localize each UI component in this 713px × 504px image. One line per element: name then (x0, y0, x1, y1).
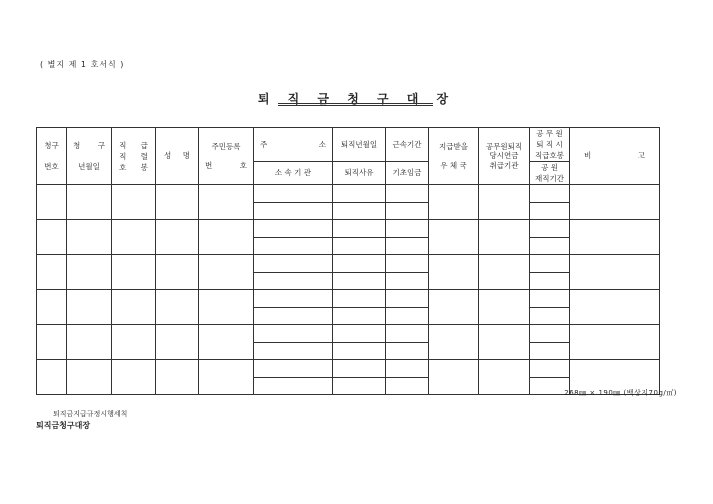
entry-cell[interactable] (67, 360, 112, 395)
table-row (37, 220, 660, 238)
entry-cell[interactable] (429, 290, 479, 325)
entry-cell[interactable] (37, 255, 67, 290)
entry-cell[interactable] (112, 255, 156, 290)
header-claim-date: 청 구 년월일 (67, 128, 112, 185)
entry-cell-upper[interactable] (530, 220, 570, 238)
entry-cell-lower[interactable] (386, 308, 429, 325)
document-name: 퇴직금청구대장 (36, 421, 91, 430)
entry-cell[interactable] (479, 360, 530, 395)
header-remarks: 비 고 (570, 128, 660, 185)
entry-cell[interactable] (156, 325, 199, 360)
header-grade-series-step: 직 직 호 급 렬 봉 (112, 128, 156, 185)
table-row (37, 185, 660, 203)
entry-cell-lower[interactable] (254, 273, 333, 290)
entry-cell-lower[interactable] (333, 238, 386, 255)
entry-cell[interactable] (199, 185, 254, 220)
entry-cell[interactable] (67, 255, 112, 290)
entry-cell[interactable] (479, 220, 530, 255)
entry-cell-lower[interactable] (254, 343, 333, 360)
entry-cell[interactable] (37, 220, 67, 255)
entry-cell-upper[interactable] (333, 185, 386, 203)
header-base-wage: 기초임금 (386, 162, 429, 185)
entry-cell-upper[interactable] (254, 360, 333, 378)
paper-size-note: 268㎜ × 190㎜ (백상지70g/㎡) (564, 389, 677, 397)
regulation-name: 퇴직금지급규정시행세칙 (53, 410, 128, 418)
table-row (37, 255, 660, 273)
entry-cell-upper[interactable] (530, 185, 570, 203)
entry-cell-lower[interactable] (386, 238, 429, 255)
entry-cell[interactable] (570, 255, 660, 290)
entry-cell[interactable] (112, 185, 156, 220)
entry-cell-upper[interactable] (333, 360, 386, 378)
table-row (37, 290, 660, 308)
entry-cell-upper[interactable] (333, 325, 386, 343)
form-reference: ( 별지 제 1 호서식 ) (40, 60, 125, 69)
entry-cell[interactable] (112, 290, 156, 325)
entry-cell-upper[interactable] (530, 360, 570, 378)
entry-cell-lower[interactable] (254, 203, 333, 220)
table-row (37, 360, 660, 378)
entry-cell[interactable] (112, 360, 156, 395)
entry-cell[interactable] (429, 220, 479, 255)
entry-cell[interactable] (156, 290, 199, 325)
entry-cell[interactable] (67, 290, 112, 325)
entry-cell-upper[interactable] (530, 290, 570, 308)
entry-cell-upper[interactable] (530, 325, 570, 343)
entry-cell[interactable] (570, 325, 660, 360)
entry-cell[interactable] (570, 185, 660, 220)
entry-cell[interactable] (112, 220, 156, 255)
header-rank-at-retirement: 공 무 원 퇴 직 시 직급호봉 (530, 128, 570, 162)
entry-cell-upper[interactable] (333, 255, 386, 273)
entry-cell[interactable] (37, 290, 67, 325)
entry-cell-lower[interactable] (530, 273, 570, 290)
entry-cell[interactable] (156, 220, 199, 255)
entry-cell-upper[interactable] (254, 290, 333, 308)
entry-cell-lower[interactable] (333, 308, 386, 325)
entry-cell-lower[interactable] (386, 203, 429, 220)
entry-cell[interactable] (570, 290, 660, 325)
entry-cell-upper[interactable] (386, 360, 429, 378)
entry-cell[interactable] (199, 290, 254, 325)
entry-cell[interactable] (112, 325, 156, 360)
retirement-claim-table (36, 127, 660, 395)
entry-cell[interactable] (199, 255, 254, 290)
entry-cell-upper[interactable] (386, 220, 429, 238)
entry-cell[interactable] (156, 185, 199, 220)
entry-cell-lower[interactable] (530, 203, 570, 220)
entry-cell-upper[interactable] (386, 255, 429, 273)
header-claim-number: 청구 번호 (37, 128, 67, 185)
entry-cell[interactable] (156, 360, 199, 395)
header-address: 주 소 (254, 128, 333, 162)
entry-cell-upper[interactable] (254, 255, 333, 273)
entry-cell-lower[interactable] (254, 308, 333, 325)
header-retirement-reason: 퇴직사유 (333, 162, 386, 185)
header-row-top (37, 128, 660, 162)
entry-cell[interactable] (199, 325, 254, 360)
header-pension-agency: 공무원퇴직 당시연금 취급기관 (479, 128, 530, 185)
entry-cell[interactable] (156, 255, 199, 290)
entry-cell[interactable] (479, 185, 530, 220)
header-affiliation: 소 속 기 관 (254, 162, 333, 185)
entry-cell[interactable] (429, 255, 479, 290)
entry-cell-upper[interactable] (386, 290, 429, 308)
entry-cell[interactable] (67, 325, 112, 360)
entry-cell[interactable] (429, 360, 479, 395)
header-name: 성 명 (156, 128, 199, 185)
header-service-period: 근속기간 (386, 128, 429, 162)
entry-cell[interactable] (429, 325, 479, 360)
entry-cell-lower[interactable] (386, 378, 429, 395)
entry-cell-upper[interactable] (333, 220, 386, 238)
entry-cell[interactable] (570, 220, 660, 255)
entry-cell-lower[interactable] (333, 343, 386, 360)
entry-cell-upper[interactable] (254, 185, 333, 203)
table-row (37, 325, 660, 343)
entry-cell-upper[interactable] (386, 185, 429, 203)
entry-cell[interactable] (479, 255, 530, 290)
entry-cell[interactable] (199, 220, 254, 255)
header-tenure: 공 원 재직기간 (530, 162, 570, 185)
entry-cell-lower[interactable] (254, 238, 333, 255)
entry-cell-lower[interactable] (254, 378, 333, 395)
entry-cell-lower[interactable] (333, 273, 386, 290)
entry-cell[interactable] (37, 325, 67, 360)
page-title: 퇴 직 금 청 구 대 장 (257, 92, 456, 106)
header-resident-number: 주민등록 번 호 (199, 128, 254, 185)
entry-cell-lower[interactable] (333, 378, 386, 395)
entry-cell[interactable] (37, 360, 67, 395)
entry-cell-lower[interactable] (386, 273, 429, 290)
header-retirement-date: 퇴직년월일 (333, 128, 386, 162)
entry-cell-upper[interactable] (254, 220, 333, 238)
entry-cell[interactable] (199, 360, 254, 395)
entry-cell-lower[interactable] (333, 203, 386, 220)
entry-cell-upper[interactable] (333, 290, 386, 308)
entry-cell[interactable] (67, 220, 112, 255)
entry-cell-lower[interactable] (530, 343, 570, 360)
entry-cell-lower[interactable] (530, 308, 570, 325)
title-underline (278, 103, 433, 106)
entry-cell[interactable] (479, 290, 530, 325)
entry-cell-upper[interactable] (530, 255, 570, 273)
entry-cell-upper[interactable] (254, 325, 333, 343)
entry-cell[interactable] (67, 185, 112, 220)
entry-cell[interactable] (429, 185, 479, 220)
header-post-office: 지급받을 우 체 국 (429, 128, 479, 185)
entry-cell[interactable] (37, 185, 67, 220)
entry-cell[interactable] (479, 325, 530, 360)
entry-cell-lower[interactable] (386, 343, 429, 360)
entry-cell-lower[interactable] (530, 238, 570, 255)
entry-cell-upper[interactable] (386, 325, 429, 343)
